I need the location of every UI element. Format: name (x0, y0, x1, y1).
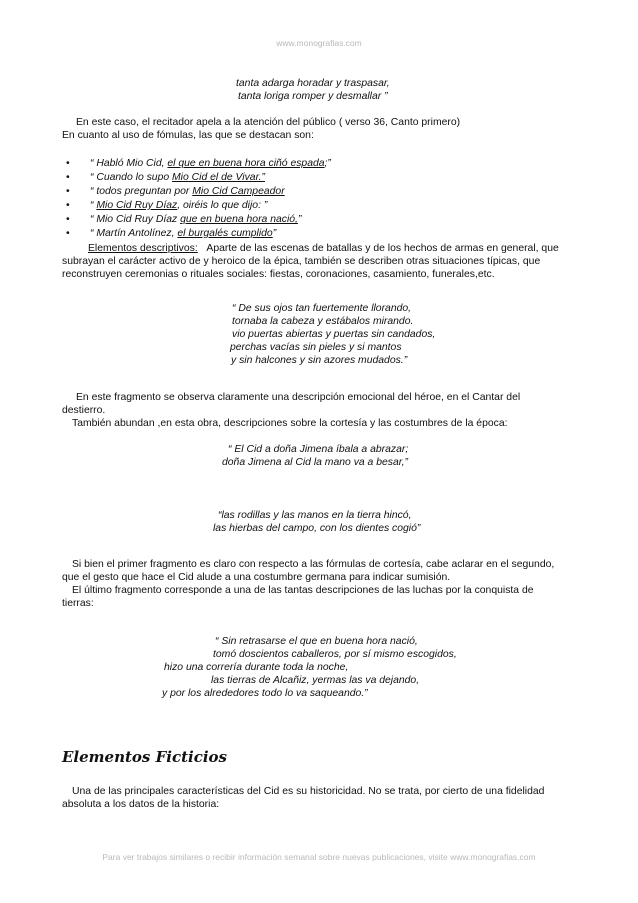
para2-line2: destierro. (62, 405, 106, 416)
bullet-post: ;” (324, 158, 331, 169)
bullet-post: ” (297, 214, 302, 225)
verse2-line: tornaba la cabeza y estábalos mirando. (232, 316, 414, 327)
bullet-dot: • (66, 228, 70, 239)
verse4-line: las hierbas del campo, con los dientes cogió” (213, 523, 421, 534)
descriptive-line1 (88, 242, 559, 255)
descriptive-line3: reconstruyen ceremonias o rituales sociales: fiestas, coronaciones, casamiento, funerales,etc. (62, 269, 495, 280)
verse1-line1: tanta adarga horadar y traspasar, (236, 78, 390, 89)
bullet-post: , oiréis lo que dijo: ” (177, 200, 268, 211)
verse3-line: doña Jimena al Cid la mano va a besar,” (222, 457, 408, 468)
bullet-item (66, 171, 265, 184)
verse5-line: hizo una correría durante toda la noche, (164, 662, 349, 673)
verse2-line: vio puertas abiertas y puertas sin candados, (232, 329, 436, 340)
para3-line2: que el gesto que hace el Cid alude a una costumbre germana para indicar sumisión. (62, 572, 451, 583)
para1-line1: En este caso, el recitador apela a la atención del público ( verso 36, Canto primero) (76, 117, 461, 128)
bullet-underlined: el burgalés cumplido (177, 228, 273, 239)
verse5-line: y por los alrededores todo lo va saqueando.” (162, 688, 368, 699)
bullet-pre: “ Martín Antolínez, (90, 228, 178, 239)
para2-line3: También abundan ,en esta obra, descripciones sobre la cortesía y las costumbres de la época: (72, 418, 508, 429)
para4-line1: Una de las principales características del Cid es su historicidad. No se trata, por cierto de una fidelidad (72, 786, 545, 797)
verse5-line: “ Sin retrasarse el que en buena hora nació, (215, 636, 418, 647)
header-url[interactable]: www.monografias.com (276, 38, 362, 48)
para3-line1: Si bien el primer fragmento es claro con respecto a las fórmulas de cortesía, cabe aclarar en el segundo, (72, 559, 555, 570)
footer-text[interactable]: Para ver trabajos similares o recibir información semanal sobre nuevas publicaciones, visite www.monografias.com (102, 852, 536, 862)
para3-line4: tierras: (62, 598, 94, 609)
bullet-dot: • (66, 200, 70, 211)
bullet-pre: “ Mio Cid Ruy Díaz (90, 214, 181, 225)
bullet-underlined: que en buena hora nació, (180, 214, 298, 225)
verse2-line: “ De sus ojos tan fuertemente llorando, (232, 303, 412, 314)
bullet-underlined: Mio Cid Ruy Díaz (96, 200, 178, 211)
bullet-dot: • (66, 214, 70, 225)
descriptive-line2: subrayan el carácter activo de y heroico de la épica, también se describen otras situaciones típicas, que (62, 256, 541, 267)
bullet-item (66, 199, 267, 212)
para1-line2: En cuanto al uso de fómulas, las que se destacan son: (62, 130, 314, 141)
para2-line1: En este fragmento se observa claramente una descripción emocional del héroe, en el Cantar del (76, 392, 521, 403)
verse5-line: tomó doscientos caballeros, por sí mismo escogidos, (213, 649, 457, 660)
para4-line2: absoluta a los datos de la historia: (62, 799, 220, 810)
verse2-line: perchas vacías sin pieles y si mantos (230, 342, 402, 353)
verse2-line: y sin halcones y sin azores mudados.” (231, 355, 408, 366)
bullet-underlined: Mio Cid el de Vivar.” (172, 172, 266, 183)
bullet-item (66, 213, 301, 226)
verse5-line: las tierras de Alcañiz, yermas las va dejando, (211, 675, 420, 686)
descriptive-text: Aparte de las escenas de batallas y de los hechos de armas en general, que (206, 243, 559, 254)
verse3-line: “ El Cid a doña Jimena íbala a abrazar; (228, 444, 409, 455)
bullet-post: ” (272, 228, 277, 239)
bullet-item (66, 157, 331, 170)
verse1-line2: tanta loriga romper y desmallar ” (238, 91, 388, 102)
bullet-item (66, 185, 285, 198)
bullet-pre: “ (90, 200, 97, 211)
section-title: Elementos Ficticios (62, 748, 227, 766)
verse4-line: “las rodillas y las manos en la tierra hincó, (218, 510, 412, 521)
bullet-underlined: Mio Cid Campeador (192, 186, 285, 197)
para3-line3: El último fragmento corresponde a una de las tantas descripciones de las luchas por la conquista de (72, 585, 534, 596)
bullet-item (66, 227, 276, 240)
bullet-dot: • (66, 186, 70, 197)
bullet-dot: • (66, 158, 70, 169)
descriptive-label: Elementos descriptivos: (88, 243, 198, 254)
bullet-pre: “ Cuando lo supo (90, 172, 173, 183)
bullet-dot: • (66, 172, 70, 183)
bullet-pre: “ todos preguntan por (90, 186, 193, 197)
bullet-underlined: el que en buena hora ciñó espada (167, 158, 325, 169)
bullet-pre: “ Habló Mio Cid, (90, 158, 168, 169)
